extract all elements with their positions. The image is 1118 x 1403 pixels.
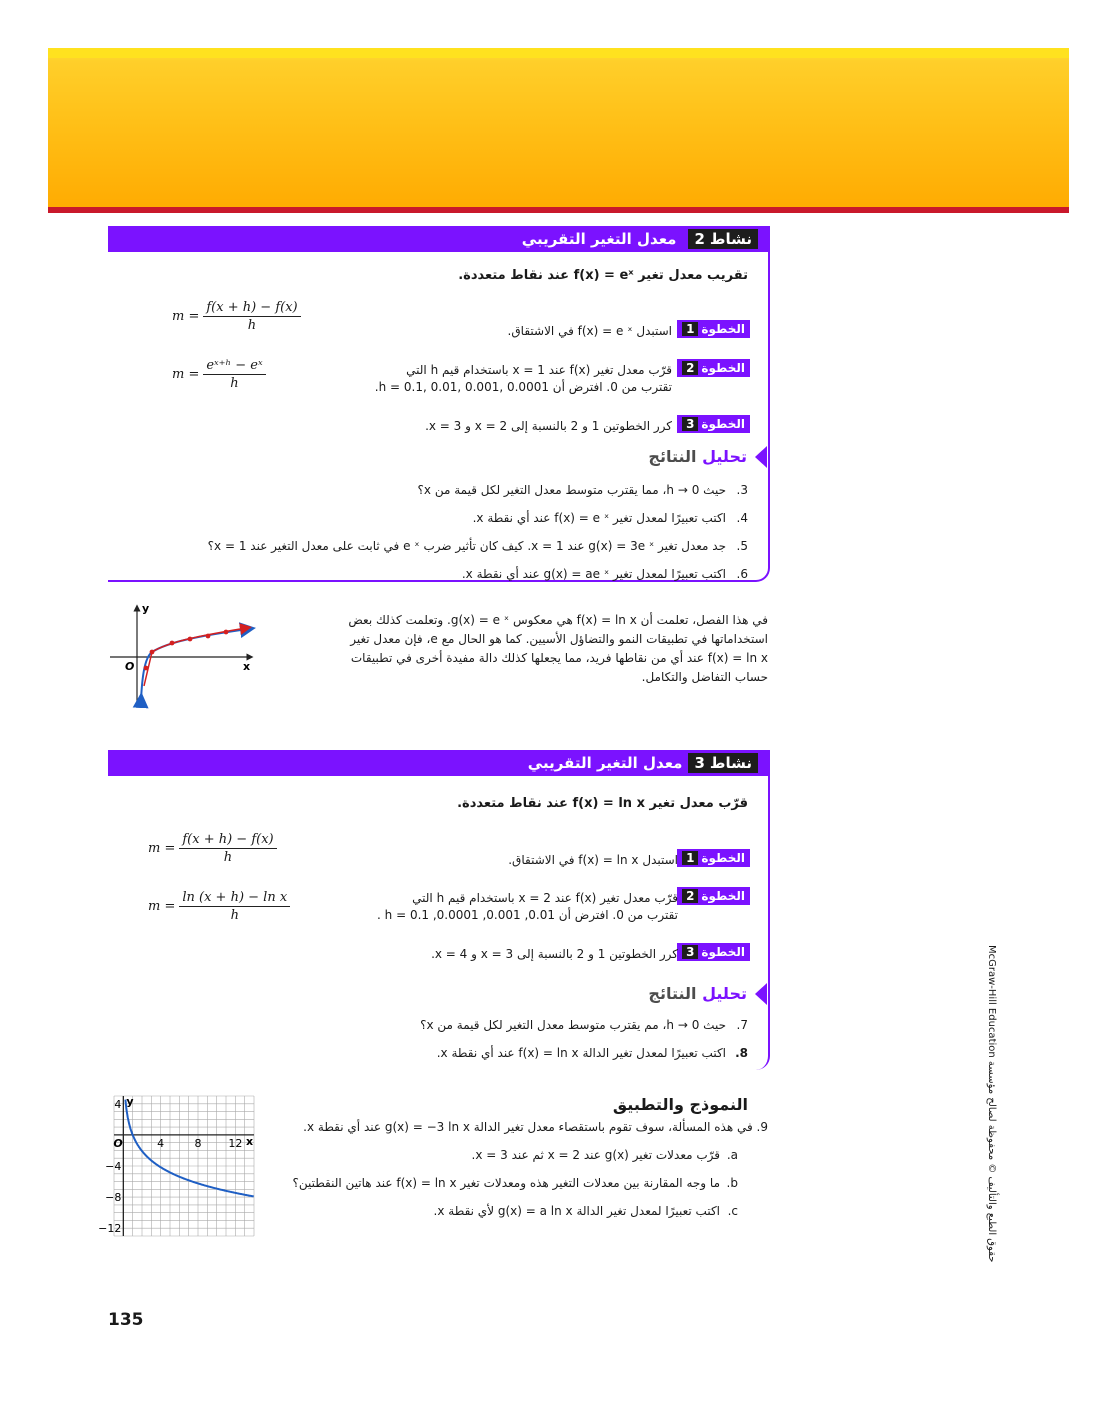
q9c-text: اكتب تعبيرًا لمعدل تغير الدالة g(x) = a ln x لأي نقطة x. bbox=[433, 1204, 720, 1218]
q9a-letter: a. bbox=[726, 1148, 738, 1162]
q9b-letter: b. bbox=[726, 1176, 738, 1190]
activity3-step3-text: كرر الخطوتين 1 و 2 بالنسبة إلى x = 3 و x = 4. bbox=[431, 947, 678, 961]
page-number: 135 bbox=[108, 1310, 144, 1330]
activity3-title: معدل التغير التقريبي bbox=[527, 754, 683, 772]
q8-number: 8. bbox=[735, 1046, 748, 1060]
activity3-analysis-arrow bbox=[755, 983, 767, 1005]
activity2-analysis-arrow bbox=[755, 446, 767, 468]
activity2-step3-badge: الخطوة3 bbox=[677, 415, 750, 433]
graph1-x-label: x bbox=[243, 660, 251, 673]
graph1-ln-sketch bbox=[108, 600, 258, 706]
graph2-grid-plot bbox=[98, 1092, 258, 1240]
activity2-step2-text2: تقترب من 0. افترض أن 0.0001 ,0.001 ,0.01 ,0.1 = h. bbox=[374, 380, 672, 394]
q4-number: 4. bbox=[736, 511, 748, 525]
activity2-step2-badge: الخطوة2 bbox=[677, 359, 750, 377]
activity3-formula2: m = $\frac{\text{ln (x + h) − ln x}}{h}$ bbox=[148, 890, 290, 923]
graph2-xtick-12: 12 bbox=[228, 1136, 243, 1150]
q4-text: اكتب تعبيرًا لمعدل تغير f(x) = e ˣ عند أي نقطة x. bbox=[472, 511, 726, 525]
activity3-step2-badge: الخطوة2 bbox=[677, 887, 750, 905]
q3-text: حيث h → 0، مما يقترب متوسط معدل التغير لكل قيمة من x؟ bbox=[417, 483, 726, 497]
top-banner-rule bbox=[48, 207, 1069, 213]
activity3-analysis-heading: تحليل النتائج bbox=[648, 984, 747, 1003]
graph2-y-label: y bbox=[126, 1095, 134, 1108]
q3-number: 3. bbox=[736, 483, 748, 497]
activity3-step3-badge: الخطوة3 bbox=[677, 943, 750, 961]
activity3-step2-text2: تقترب من 0. افترض أن h = 0.1 ,0.0001 ,0.001 ,0.01 . bbox=[377, 908, 678, 922]
activity2-intro: تقريب معدل تغير f(x) = eˣ عند نقاط متعددة. bbox=[458, 268, 748, 283]
activity3-step2-text: قرّب معدل تغير f(x) عند x = 2 باستخدام قيم h التي bbox=[412, 891, 678, 905]
q7-number: 7. bbox=[736, 1018, 748, 1032]
q9b-text: ما وجه المقارنة بين معدلات التغير هذه ومعدلات تغير f(x) = ln x عند هاتين النقطتين؟ bbox=[292, 1176, 720, 1190]
activity3-step1-badge: الخطوة1 bbox=[677, 849, 750, 867]
activity2-analysis-heading: تحليل النتائج bbox=[648, 447, 747, 466]
activity3-label: نشاط 3 bbox=[688, 753, 758, 773]
q5-text: جد معدل تغير g(x) = 3e ˣ عند x = 1. كيف كان تأثير ضرب e ˣ في ثابت على معدل التغير عند x = 1؟ bbox=[207, 539, 726, 553]
graph2-ytick-neg4: −4 bbox=[105, 1160, 122, 1173]
activity2-step2-text: قرّب معدل تغير f(x) عند x = 1 باستخدام قيم h التي bbox=[406, 363, 672, 377]
modeling-heading: النموذج والتطبيق bbox=[612, 1095, 748, 1114]
q9c-letter: c. bbox=[727, 1204, 738, 1218]
q9-text: 9. في هذه المسألة، سوف تقوم باستقصاء معدل تغير الدالة g(x) = −3 ln x عند أي نقطة x. bbox=[303, 1120, 768, 1134]
graph2-origin: O bbox=[113, 1136, 123, 1150]
activity2-step3-text: كرر الخطوتين 1 و 2 بالنسبة إلى x = 2 و x = 3. bbox=[425, 419, 672, 433]
activity2-header bbox=[108, 226, 768, 252]
paragraph-line4: حساب التفاضل والتكامل. bbox=[641, 670, 768, 684]
top-banner-highlight bbox=[48, 48, 1069, 58]
graph1-y-label: y bbox=[142, 602, 150, 615]
activity3-header bbox=[108, 750, 768, 776]
graph2-ytick-4: 4 bbox=[114, 1097, 122, 1111]
graph2-xtick-8: 8 bbox=[194, 1136, 202, 1150]
graph2-x-label: x bbox=[246, 1134, 254, 1148]
q8-text: اكتب تعبيرًا لمعدل تغير الدالة f(x) = ln x عند أي نقطة x. bbox=[436, 1046, 726, 1060]
activity2-formula1: m = $\frac{f(x + h) - f(x)}{h}$ bbox=[172, 300, 301, 333]
graph2-xtick-4: 4 bbox=[157, 1136, 165, 1150]
graph2-gridlines bbox=[114, 1096, 254, 1236]
activity2-formula2: m = $\frac{\text{eˣ⁺ʰ − eˣ}}{h}$ bbox=[172, 358, 266, 391]
activity3-step1-text: استبدل f(x) = ln x في الاشتقاق. bbox=[508, 853, 678, 867]
graph1-origin: O bbox=[125, 660, 135, 673]
activity2-step1-badge: الخطوة1 bbox=[677, 320, 750, 338]
activity2-label: نشاط 2 bbox=[688, 229, 758, 249]
activity3-formula1: m = $\frac{f(x + h) - f(x)}{h}$ bbox=[148, 832, 277, 865]
q9a-text: قرّب معدلات تغير g(x) عند x = 2 ثم عند x = 3. bbox=[471, 1148, 720, 1162]
side-caption: حقوق الطبع والتأليف © محفوظة لصالح مؤسسة McGraw-Hill Education bbox=[986, 945, 997, 1263]
activity2-title: معدل التغير التقريبي bbox=[521, 230, 677, 248]
top-banner bbox=[48, 48, 1069, 213]
graph2-ytick-neg8: −8 bbox=[105, 1191, 122, 1205]
paragraph-line3: f(x) = ln x عند أي من نقاطها فريد، مما يجعلها كذلك دالة مفيدة أخرى في تطبيقات bbox=[350, 651, 768, 665]
graph1-curve bbox=[141, 629, 251, 700]
q6-number: 6. bbox=[736, 567, 748, 581]
graph2-ytick-neg12: −12 bbox=[98, 1222, 122, 1236]
activity2-step1-text: استبدل f(x) = e ˣ في الاشتقاق. bbox=[507, 324, 672, 338]
q6-text: اكتب تعبيرًا لمعدل تغير g(x) = ae ˣ عند أي نقطة x. bbox=[461, 567, 726, 581]
q7-text: حيث h → 0، مم يقترب متوسط معدل التغير لكل قيمة من x؟ bbox=[420, 1018, 726, 1032]
activity3-intro: قرّب معدل تغير f(x) = ln x عند نقاط متعددة. bbox=[457, 796, 748, 811]
paragraph-line2: استخداماتها في تطبيقات النمو والتضاؤل الأسيين. كما هو الحال مع e، فإن معدل تغير bbox=[350, 632, 768, 646]
q5-number: 5. bbox=[736, 539, 748, 553]
paragraph-line1: في هذا الفصل، تعلمت أن f(x) = ln x هي معكوس g(x) = e ˣ. وتعلمت كذلك بعض bbox=[348, 613, 768, 627]
